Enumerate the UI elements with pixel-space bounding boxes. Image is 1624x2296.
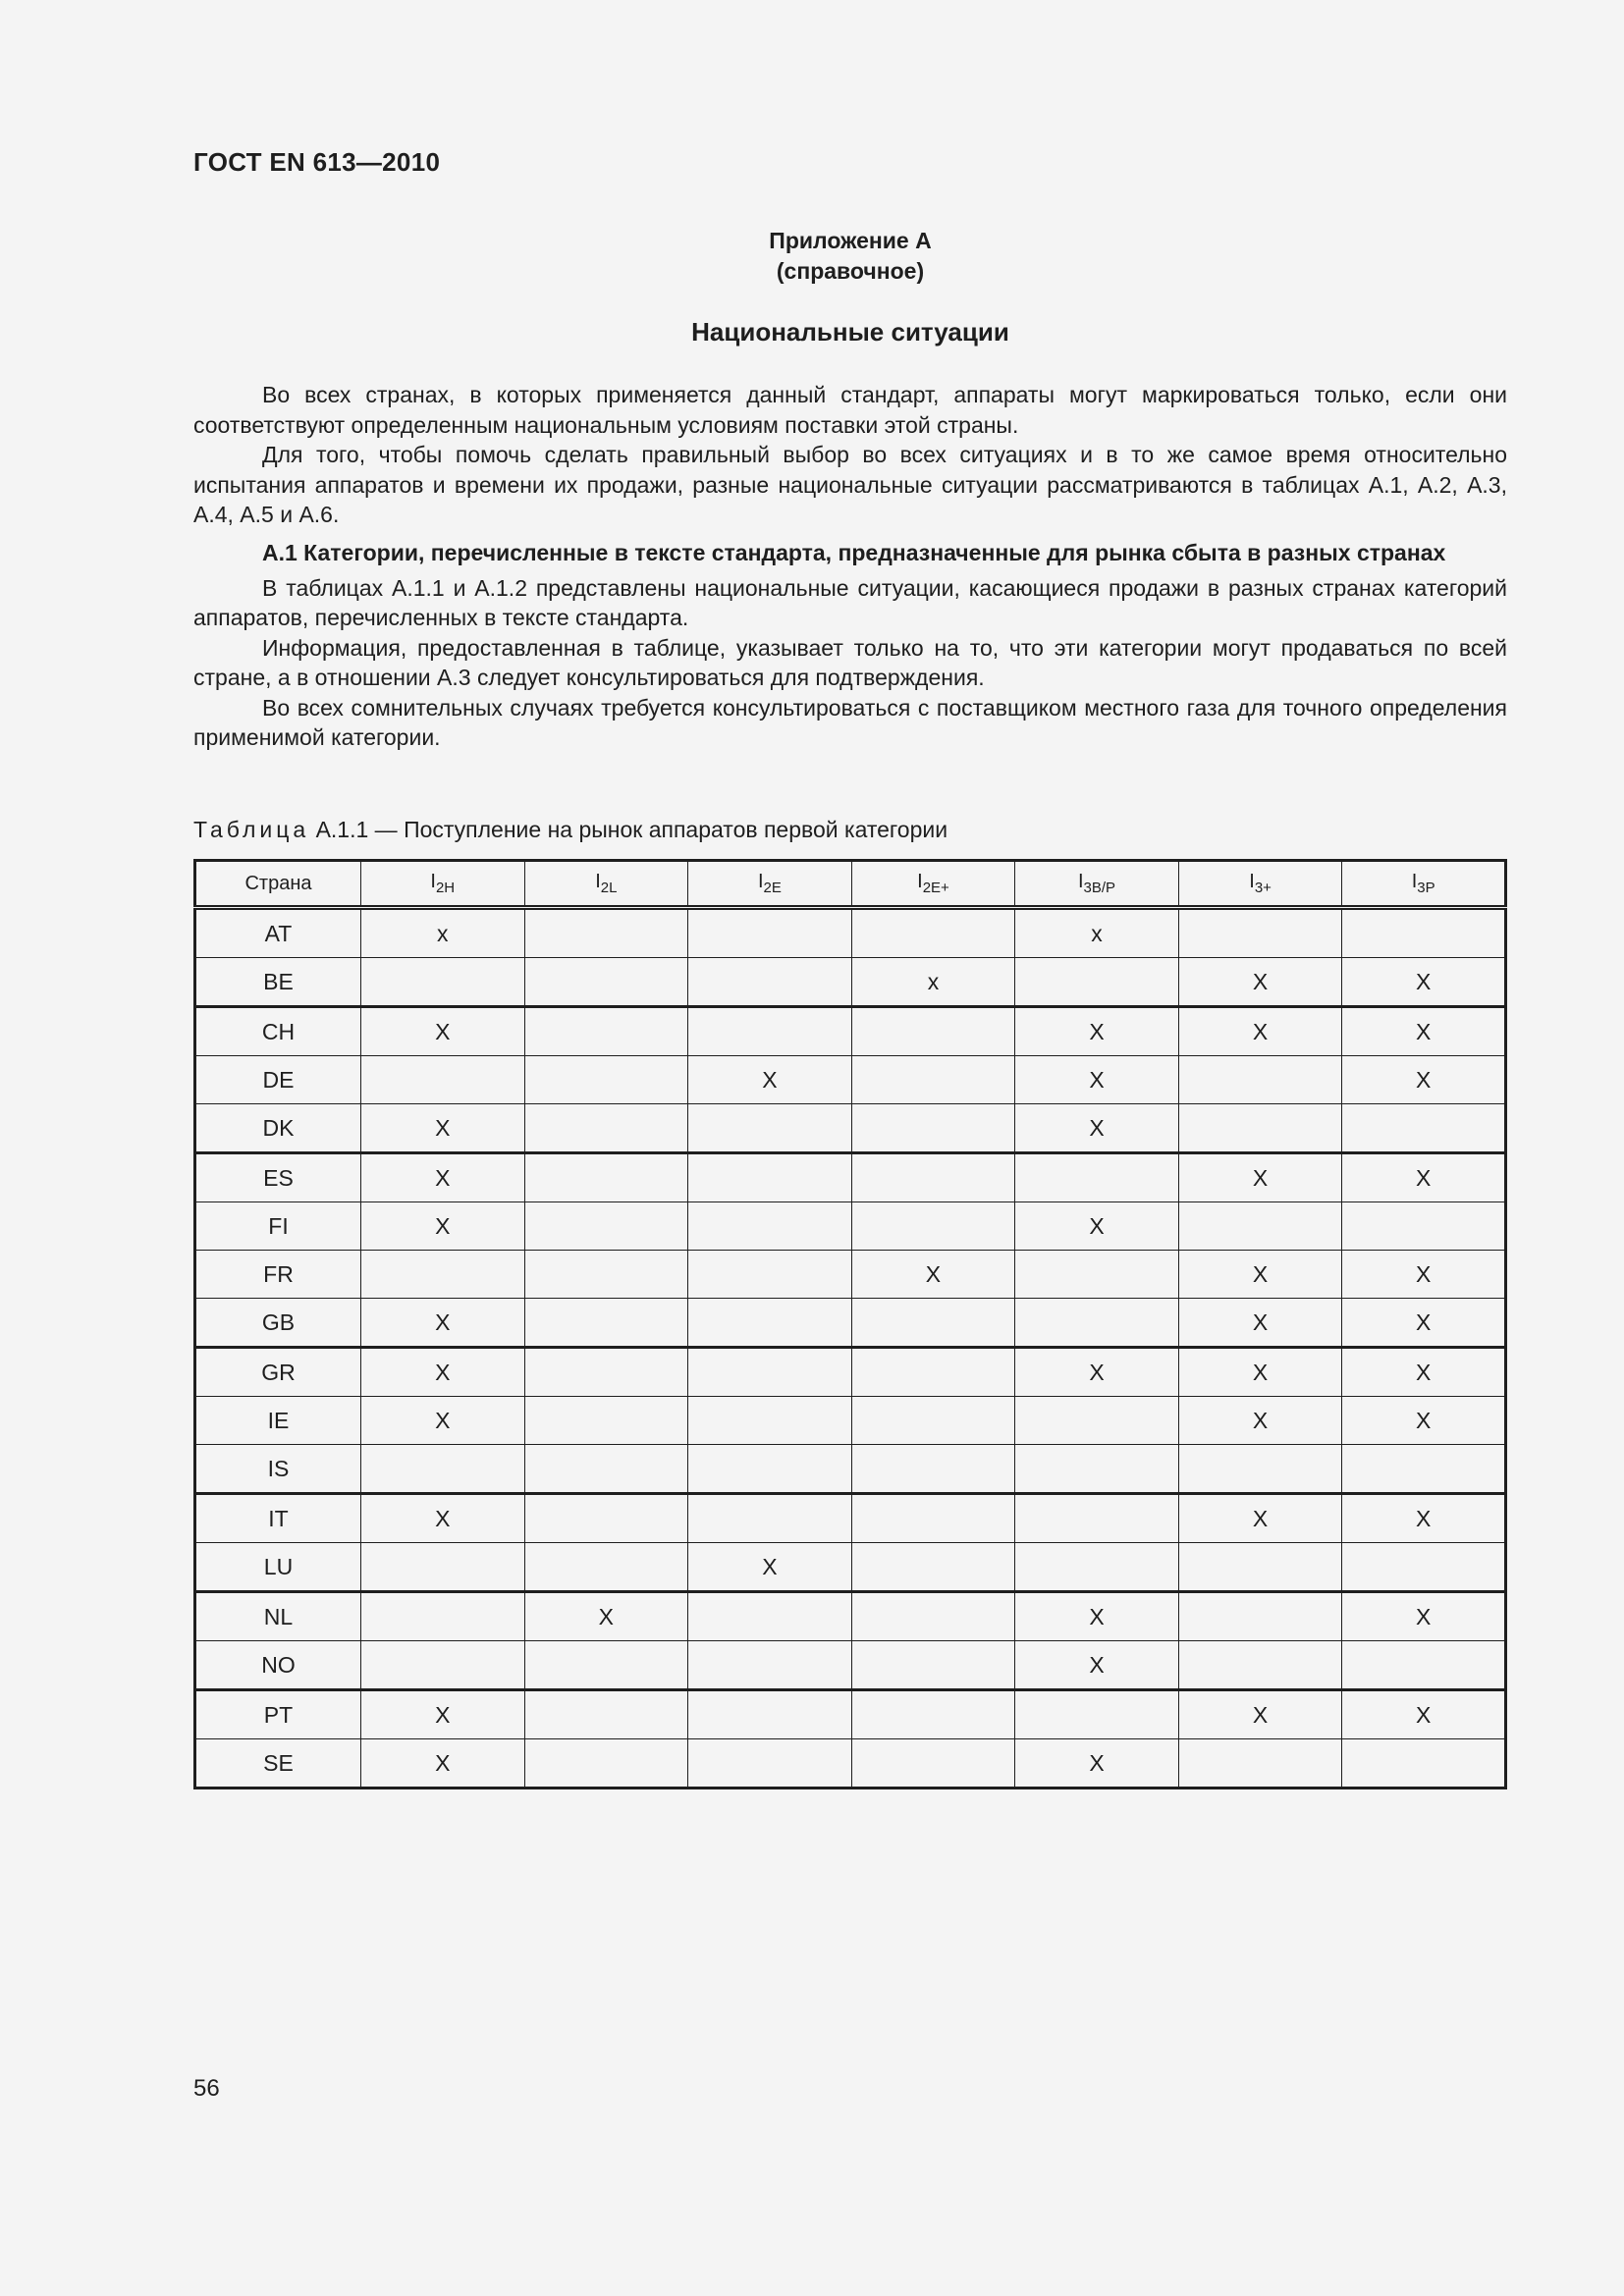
category-mark-cell xyxy=(851,1641,1015,1690)
column-header-subscript: 2H xyxy=(435,880,456,896)
category-mark-cell xyxy=(361,1543,525,1592)
category-mark-cell xyxy=(688,958,852,1007)
country-cell: PT xyxy=(195,1690,361,1739)
column-header-country xyxy=(195,861,361,908)
category-mark-cell: x xyxy=(851,958,1015,1007)
category-mark-cell xyxy=(1178,1056,1342,1104)
column-header-subscript: 2E xyxy=(763,880,782,896)
category-mark-cell xyxy=(688,1348,852,1397)
column-header-category xyxy=(1178,861,1342,908)
country-cell: FI xyxy=(195,1202,361,1251)
column-header-label: I xyxy=(1077,871,1084,892)
table-row xyxy=(195,1739,1506,1789)
category-mark-cell xyxy=(688,908,852,958)
category-mark-cell xyxy=(524,1007,688,1056)
category-mark-cell xyxy=(361,1445,525,1494)
category-mark-cell xyxy=(688,1445,852,1494)
column-header-category xyxy=(524,861,688,908)
table-row xyxy=(195,1202,1506,1251)
column-header-category xyxy=(361,861,525,908)
paragraph-2: Для того, чтобы помочь сделать правильный выбор во всех ситуациях и в то же самое время относительно испытания аппаратов и времени их продажи, разные национальные ситуации рассматриваются в таблицах А.1, А.2, А.3, А.4, А.5 и А.6. xyxy=(193,442,1507,527)
page-number: 56 xyxy=(193,2075,220,2102)
category-mark-cell xyxy=(524,1251,688,1299)
category-mark-cell xyxy=(524,1543,688,1592)
category-mark-cell xyxy=(524,958,688,1007)
category-mark-cell xyxy=(851,1494,1015,1543)
category-mark-cell: X xyxy=(1342,1348,1506,1397)
country-cell: AT xyxy=(195,908,361,958)
category-mark-cell xyxy=(688,1690,852,1739)
category-mark-cell xyxy=(851,1299,1015,1348)
category-mark-cell xyxy=(1178,1543,1342,1592)
category-mark-cell xyxy=(524,1348,688,1397)
category-mark-cell xyxy=(1342,1445,1506,1494)
country-cell: IE xyxy=(195,1397,361,1445)
category-mark-cell xyxy=(1015,1445,1179,1494)
category-mark-cell: X xyxy=(1342,1592,1506,1641)
category-mark-cell: X xyxy=(1342,1251,1506,1299)
column-header-label: I xyxy=(595,871,601,892)
category-mark-cell xyxy=(851,1397,1015,1445)
column-header-category xyxy=(1342,861,1506,908)
category-mark-cell xyxy=(1015,1494,1179,1543)
country-cell: LU xyxy=(195,1543,361,1592)
column-header-subscript: 3B/P xyxy=(1083,880,1116,896)
table-row xyxy=(195,1641,1506,1690)
category-mark-cell: X xyxy=(1015,1007,1179,1056)
category-mark-cell: X xyxy=(1178,1348,1342,1397)
category-mark-cell xyxy=(851,908,1015,958)
column-header-label: I xyxy=(917,871,923,892)
category-mark-cell: X xyxy=(1178,1153,1342,1202)
category-mark-cell: X xyxy=(1178,1397,1342,1445)
country-cell: DK xyxy=(195,1104,361,1153)
table-row xyxy=(195,1251,1506,1299)
table-caption-text: А.1.1 — Поступление на рынок аппаратов первой категории xyxy=(315,817,948,842)
category-mark-cell: X xyxy=(1015,1056,1179,1104)
category-mark-cell xyxy=(851,1543,1015,1592)
category-mark-cell: X xyxy=(361,1104,525,1153)
category-mark-cell xyxy=(1015,1299,1179,1348)
country-cell: FR xyxy=(195,1251,361,1299)
category-mark-cell xyxy=(688,1202,852,1251)
category-mark-cell: X xyxy=(1342,1056,1506,1104)
category-mark-cell: X xyxy=(1015,1202,1179,1251)
category-mark-cell xyxy=(1015,1153,1179,1202)
category-mark-cell: X xyxy=(524,1592,688,1641)
paragraph-5: Во всех сомнительных случаях требуется консультироваться с поставщиком местного газа для точного определения применимой категории. xyxy=(193,694,1507,750)
column-header-subscript: 2E+ xyxy=(922,880,949,896)
category-mark-cell xyxy=(851,1348,1015,1397)
document-header: ГОСТ EN 613—2010 xyxy=(193,147,441,177)
column-header-label: Страна xyxy=(244,872,312,894)
category-mark-cell xyxy=(524,1397,688,1445)
country-cell: GR xyxy=(195,1348,361,1397)
table-row xyxy=(195,1494,1506,1543)
category-mark-cell xyxy=(361,958,525,1007)
table-row xyxy=(195,1690,1506,1739)
category-mark-cell xyxy=(851,1739,1015,1789)
category-mark-cell: X xyxy=(1015,1592,1179,1641)
category-mark-cell xyxy=(688,1641,852,1690)
category-mark-cell xyxy=(524,1056,688,1104)
category-mark-cell xyxy=(1342,1202,1506,1251)
category-mark-cell xyxy=(688,1007,852,1056)
column-header-category xyxy=(688,861,852,908)
table-row xyxy=(195,1397,1506,1445)
category-mark-cell: X xyxy=(1178,1007,1342,1056)
category-mark-cell xyxy=(688,1397,852,1445)
category-mark-cell: X xyxy=(1342,958,1506,1007)
category-mark-cell: X xyxy=(361,1153,525,1202)
category-mark-cell xyxy=(688,1153,852,1202)
paragraph-3: В таблицах А.1.1 и А.1.2 представлены национальные ситуации, касающиеся продажи в разных странах категорий аппаратов, перечисленных в тексте стандарта. xyxy=(193,574,1507,630)
category-mark-cell: X xyxy=(1015,1348,1179,1397)
category-mark-cell: X xyxy=(851,1251,1015,1299)
column-header-subscript: 2L xyxy=(600,880,618,896)
category-mark-cell xyxy=(524,1641,688,1690)
table-row xyxy=(195,958,1506,1007)
category-mark-cell xyxy=(851,1202,1015,1251)
category-mark-cell xyxy=(361,1641,525,1690)
category-mark-cell xyxy=(851,1104,1015,1153)
country-cell: DE xyxy=(195,1056,361,1104)
category-mark-cell: X xyxy=(1342,1690,1506,1739)
appendix-heading xyxy=(193,226,1507,287)
table-row xyxy=(195,1445,1506,1494)
category-mark-cell: X xyxy=(361,1007,525,1056)
category-mark-cell: X xyxy=(1342,1153,1506,1202)
category-mark-cell: X xyxy=(361,1202,525,1251)
category-mark-cell: X xyxy=(361,1739,525,1789)
category-mark-cell xyxy=(1015,1543,1179,1592)
category-mark-cell: x xyxy=(1015,908,1179,958)
category-mark-cell: X xyxy=(1178,958,1342,1007)
category-mark-cell xyxy=(688,1739,852,1789)
category-mark-cell xyxy=(688,1299,852,1348)
category-mark-cell: X xyxy=(1178,1494,1342,1543)
subsection-heading: А.1 Категории, перечисленные в тексте стандарта, предназначенные для рынка сбыта в разных странах xyxy=(262,539,1446,565)
table-row xyxy=(195,908,1506,958)
category-mark-cell: X xyxy=(1178,1690,1342,1739)
category-mark-cell xyxy=(851,1153,1015,1202)
category-mark-cell: X xyxy=(1342,1397,1506,1445)
table-row xyxy=(195,1153,1506,1202)
category-mark-cell xyxy=(1178,1641,1342,1690)
category-mark-cell xyxy=(524,1299,688,1348)
table-row xyxy=(195,1543,1506,1592)
category-mark-cell xyxy=(1015,1690,1179,1739)
table-row xyxy=(195,1592,1506,1641)
category-mark-cell xyxy=(851,1690,1015,1739)
country-cell: CH xyxy=(195,1007,361,1056)
category-mark-cell: X xyxy=(361,1494,525,1543)
category-mark-cell xyxy=(688,1104,852,1153)
table-caption xyxy=(193,817,947,843)
category-mark-cell xyxy=(1178,1445,1342,1494)
country-cell: GB xyxy=(195,1299,361,1348)
category-mark-cell xyxy=(1342,1104,1506,1153)
category-mark-cell xyxy=(1178,1104,1342,1153)
country-cell: NO xyxy=(195,1641,361,1690)
column-header-label: I xyxy=(1249,871,1255,892)
column-header-subscript: 3+ xyxy=(1254,880,1272,896)
category-mark-cell xyxy=(361,1056,525,1104)
country-cell: SE xyxy=(195,1739,361,1789)
country-cell: NL xyxy=(195,1592,361,1641)
category-mark-cell xyxy=(688,1251,852,1299)
table-row xyxy=(195,1007,1506,1056)
category-mark-cell xyxy=(524,1739,688,1789)
table-row xyxy=(195,1104,1506,1153)
category-mark-cell: X xyxy=(361,1348,525,1397)
category-mark-cell xyxy=(851,1007,1015,1056)
column-header-subscript: 3P xyxy=(1417,880,1435,896)
category-mark-cell: x xyxy=(361,908,525,958)
category-mark-cell: X xyxy=(1015,1104,1179,1153)
column-header-label: I xyxy=(430,871,436,892)
category-mark-cell xyxy=(1342,1641,1506,1690)
category-mark-cell xyxy=(1178,908,1342,958)
category-table xyxy=(193,859,1507,1789)
category-mark-cell xyxy=(1178,1202,1342,1251)
category-mark-cell: X xyxy=(1178,1251,1342,1299)
column-header-category xyxy=(851,861,1015,908)
category-mark-cell xyxy=(524,1690,688,1739)
category-mark-cell: X xyxy=(361,1397,525,1445)
category-mark-cell: X xyxy=(1342,1494,1506,1543)
category-mark-cell xyxy=(524,1153,688,1202)
category-mark-cell xyxy=(851,1445,1015,1494)
category-mark-cell xyxy=(688,1592,852,1641)
column-header-label: I xyxy=(1411,871,1418,892)
table-row xyxy=(195,1056,1506,1104)
section-title: Национальные ситуации xyxy=(691,317,1009,347)
category-mark-cell xyxy=(1015,1251,1179,1299)
category-mark-cell xyxy=(1342,1543,1506,1592)
category-mark-cell xyxy=(1342,908,1506,958)
country-cell: BE xyxy=(195,958,361,1007)
category-mark-cell xyxy=(524,908,688,958)
category-mark-cell xyxy=(524,1104,688,1153)
category-mark-cell xyxy=(1342,1739,1506,1789)
appendix-type: (справочное) xyxy=(776,258,925,284)
category-mark-cell xyxy=(1178,1739,1342,1789)
paragraph-4: Информация, предоставленная в таблице, указывает только на то, что эти категории могут продаваться по всей стране, а в отношении А.3 следует консультироваться для подтверждения. xyxy=(193,634,1507,690)
paragraph-1: Во всех странах, в которых применяется данный стандарт, аппараты могут маркироваться только, если они соответствуют определенным национальным условиям поставки этой страны. xyxy=(193,382,1507,438)
country-cell: ES xyxy=(195,1153,361,1202)
country-cell: IS xyxy=(195,1445,361,1494)
category-mark-cell xyxy=(361,1592,525,1641)
category-mark-cell xyxy=(851,1592,1015,1641)
body-text xyxy=(193,380,1507,753)
category-mark-cell: X xyxy=(1178,1299,1342,1348)
category-mark-cell xyxy=(361,1251,525,1299)
category-mark-cell xyxy=(524,1202,688,1251)
category-mark-cell: X xyxy=(688,1056,852,1104)
category-mark-cell: X xyxy=(361,1690,525,1739)
category-mark-cell: X xyxy=(1342,1007,1506,1056)
category-mark-cell xyxy=(1178,1592,1342,1641)
table-row xyxy=(195,1348,1506,1397)
category-mark-cell xyxy=(851,1056,1015,1104)
category-mark-cell xyxy=(688,1494,852,1543)
table-header-row xyxy=(195,861,1506,908)
category-mark-cell: X xyxy=(1342,1299,1506,1348)
category-mark-cell: X xyxy=(361,1299,525,1348)
country-cell: IT xyxy=(195,1494,361,1543)
category-mark-cell xyxy=(524,1494,688,1543)
column-header-category xyxy=(1015,861,1179,908)
table-row xyxy=(195,1299,1506,1348)
category-mark-cell: X xyxy=(1015,1739,1179,1789)
category-mark-cell: X xyxy=(688,1543,852,1592)
table-caption-word: Таблица xyxy=(193,817,310,842)
appendix-title: Приложение А xyxy=(769,228,932,253)
table-body xyxy=(195,908,1506,1789)
category-mark-cell xyxy=(524,1445,688,1494)
category-mark-cell xyxy=(1015,1397,1179,1445)
category-mark-cell xyxy=(1015,958,1179,1007)
category-mark-cell: X xyxy=(1015,1641,1179,1690)
column-header-label: I xyxy=(757,871,764,892)
